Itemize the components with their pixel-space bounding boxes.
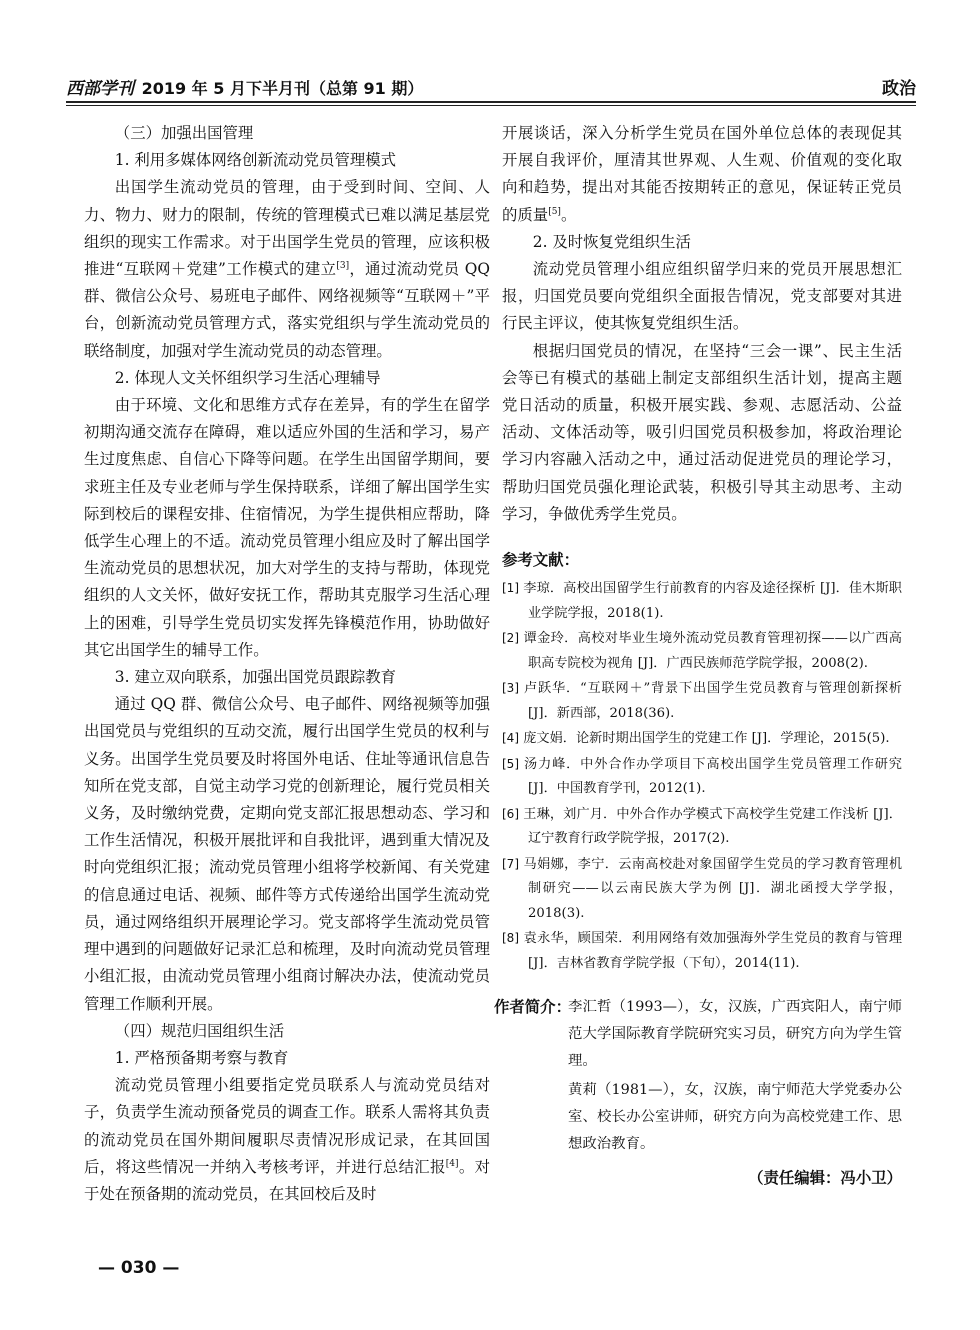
right-column xyxy=(494,120,903,1188)
references xyxy=(502,548,902,976)
reference-item xyxy=(502,626,902,676)
reference-item xyxy=(502,926,902,976)
author-text xyxy=(568,994,902,1158)
text: 1. 严格预备期考察与教育 xyxy=(114,1048,289,1067)
author-bio-2: 黄莉（1981—），女，汉族，南宁师范大学党委办公室、校长办公室讲师，研究方向为高校党建工作、思想政治教育。 xyxy=(568,1082,902,1153)
reference-text: 袁永华，顾国荣．利用网络有效加强海外学生党员的教育与管理 [J]．吉林省教育学院学报（下旬），2014(11). xyxy=(523,931,903,971)
text: 3. 建立双向联系，加强出国党员跟踪教育 xyxy=(114,668,397,687)
references-title: 参考文献： xyxy=(502,551,579,570)
body-paragraph xyxy=(502,338,902,528)
journal-issue xyxy=(66,74,423,99)
text: 由于环境、文化和思维方式存在差异，有的学生在留学初期沟通交流存在障碍，难以适应外国的生活和学习，易产生过度焦虑、自信心下降等问题。在学生出国留学期间，要求班主任及专业老师与学生保持联系，详细了解出国学生实际到校后的课程安排、住宿情况，为学生提供相应帮助，降低学生心理上的不适。流动党员管理小组应及时了解出国学生流动党员的思想状况，加大对学生的支持与帮助，体现党组织的人文关怀，做好安抚工作，帮助其克服学习生活心理上的困难，引导学生党员切实发挥先锋模范作用，协助做好其它出国学生的辅导工作。 xyxy=(84,396,490,659)
reference-number: [4] xyxy=(502,731,519,746)
section-name: 政治 xyxy=(882,79,916,99)
section-heading xyxy=(84,120,490,147)
text: 出国学生流动党员的管理，由于受到时间、空间、人力、物力、财力的限制，传统的管理模式已难以满足基层党组织的现实工作需求。对于出国学生党员的管理，应该积极推进“互联网＋党建”工作模式的建立 xyxy=(84,178,490,279)
text: 开展谈话，深入分析学生党员在国外单位总体的表现促其开展自我评价，厘清其世界观、人生观、价值观的变化取向和趋势，提出对其能否按期转正的意见，保证转正党员的质量 xyxy=(502,124,902,224)
body-paragraph xyxy=(502,256,902,338)
text: 通过 QQ 群、微信公众号、电子邮件、网络视频等加强出国党员与党组织的互动交流，履行出国学生党员的权利与义务。出国学生党员要及时将国外电话、住址等通讯信息告知所在党支部，自觉主动学习党的创新理论，履行党员相关义务，及时缴纳党费，定期向党支部汇报思想动态、学习和工作生活情况，积极开展批评和自我批评，遇到重大情况及时向党组织汇报；流动党员管理小组将学校新闻、有关党建的信息通过电话、视频、邮件等方式传递给出国学生流动党员，通过网络组织开展理论学习。党支部将学生流动党员管理中遇到的问题做好记录汇总和梳理，及时向流动党员管理小组汇报，由流动党员管理小组商讨解决办法，使流动党员管理工作顺利开展。 xyxy=(84,695,490,1013)
body-paragraph xyxy=(84,691,490,1017)
text: 2. 及时恢复党组织生活 xyxy=(532,232,691,251)
body-paragraph xyxy=(502,120,902,229)
reference-text: 王琳，刘广月．中外合作办学模式下高校学生党建工作浅析 [J]．辽宁教育行政学院学报，2017(2). xyxy=(523,806,902,847)
reference-item xyxy=(502,676,902,726)
text: 流动党员管理小组应组织留学归来的党员开展思想汇报，归国党员要向党组织全面报告情况，党支部要对其进行民主评议，使其恢复党组织生活。 xyxy=(502,260,902,333)
text: 流动党员管理小组要指定党员联系人与流动党员结对子，负责学生流动预备党员的调查工作。联系人需将其负责的流动党员在国外期间履职尽责情况形成记录，在其回国后，将这些情况一并纳入考核考评，并进行总结汇报 xyxy=(84,1076,490,1176)
text: 根据归国党员的情况，在坚持“三会一课”、民主生活会等已有模式的基础上制定支部组织生活计划，提高主题党日活动的质量，积极开展实践、参观、志愿活动、公益活动、文体活动等，吸引归国党员积极参加，将政治理论学习内容融入活动之中，通过活动促进党员的理论学习，帮助归国党员强化理论武装，积极引导其主动思考、主动学习，争做优秀学生党员。 xyxy=(502,341,902,523)
reference-text: 卢跃华．“互联网＋”背景下出国学生党员教育与管理创新探析 [J]．新西部，2018(36). xyxy=(524,681,902,721)
issue-info: 2019 年 5 月下半月刊（总第 91 期） xyxy=(141,79,424,98)
reference-item xyxy=(502,752,902,802)
reference-item xyxy=(502,852,902,927)
reference-number: [8] xyxy=(502,931,519,946)
reference-item xyxy=(502,726,902,752)
reference-number: [7] xyxy=(502,856,519,871)
author-label: 作者简介： xyxy=(494,998,571,1017)
header-rule xyxy=(66,101,916,103)
reference-text: 李琼．高校出国留学生行前教育的内容及途径探析 [J]．佳木斯职业学院学报，2018(1). xyxy=(523,581,902,621)
body-paragraph xyxy=(84,1072,490,1208)
section-heading xyxy=(84,664,490,691)
text: （三）加强出国管理 xyxy=(114,124,254,142)
journal-logo: 西部学刊 xyxy=(66,79,134,99)
reference-number: [1] xyxy=(502,581,519,596)
section-heading xyxy=(84,1045,490,1072)
right-column-body xyxy=(502,120,902,528)
citation-mark: [5] xyxy=(548,206,561,217)
text: 1. 利用多媒体网络创新流动党员管理模式 xyxy=(114,151,397,170)
reference-number: [2] xyxy=(502,631,519,646)
header-rule-thin xyxy=(66,105,916,106)
reference-number: [3] xyxy=(502,681,519,696)
section-heading xyxy=(84,1018,490,1045)
reference-text: 马娟娜，李宁．云南高校赴对象国留学生党员的学习教育管理机制研究——以云南民族大学为例 [J]．湖北函授大学学报，2018(3). xyxy=(523,856,903,921)
left-column xyxy=(84,120,490,1208)
running-header xyxy=(66,74,916,100)
reference-list xyxy=(502,576,902,976)
text: （四）规范归国组织生活 xyxy=(114,1021,285,1040)
body-paragraph xyxy=(84,174,490,364)
reference-text: 汤力峰．中外合作办学项目下高校出国学生党员管理工作研究 [J]．中国教育学刊，2012(1). xyxy=(524,756,902,797)
author-info xyxy=(494,994,902,1188)
author-bio-1: 李汇哲（1993—），女，汉族，广西宾阳人，南宁师范大学国际教育学院研究实习员，研究方向为学生管理。 xyxy=(568,999,902,1070)
reference-text: 谭金玲．高校对毕业生境外流动党员教育管理初探——以广西高职高专院校为视角 [J]．广西民族师范学院学报，2008(2). xyxy=(523,631,902,671)
reference-text: 庞文娟．论新时期出国学生的党建工作 [J]．学理论，2015(5). xyxy=(523,731,890,747)
text: 2. 体现人文关怀组织学习生活心理辅导 xyxy=(114,368,381,387)
text: 。 xyxy=(560,205,577,224)
reference-number: [6] xyxy=(502,806,519,821)
section-heading xyxy=(502,229,902,256)
body-paragraph xyxy=(84,392,490,664)
text: 。对于处在预备期的流动党员，在其回校后及时 xyxy=(84,1157,490,1203)
editor-note: （责任编辑：冯小卫） xyxy=(748,1169,902,1188)
section-heading xyxy=(84,147,490,174)
text: ，通过流动党员 QQ 群、微信公众号、易班电子邮件、网络视频等“互联网＋”平台，创新流动党员管理方式，落实党组织与学生流动党员的联络制度，加强对学生流动党员的动态管理。 xyxy=(84,260,490,360)
page-number: — 030 — xyxy=(98,1258,180,1278)
citation-mark: [3] xyxy=(336,260,350,271)
reference-item xyxy=(502,576,902,626)
reference-number: [5] xyxy=(502,756,519,771)
reference-item xyxy=(502,802,902,852)
citation-mark: [4] xyxy=(445,1158,459,1169)
section-heading xyxy=(84,365,490,392)
